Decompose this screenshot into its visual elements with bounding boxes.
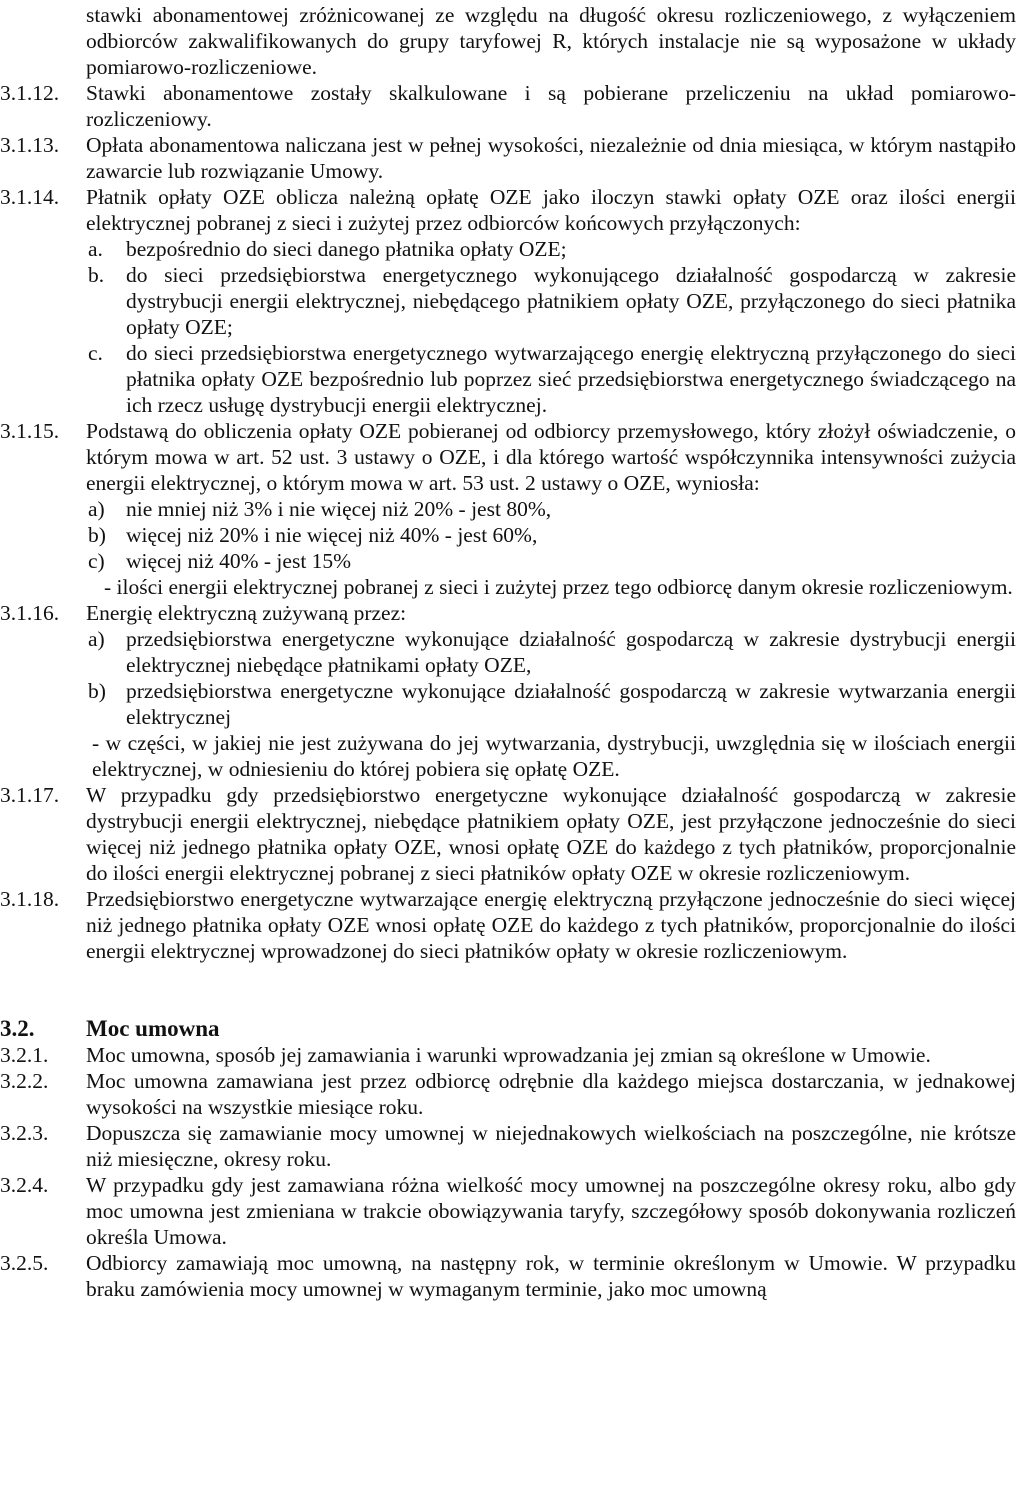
section-number: 3.2.5. [0, 1251, 49, 1275]
section-number: 3.2.1. [0, 1043, 49, 1067]
section-3-2-4 [0, 1172, 1016, 1250]
section-number: 3.1.14. [0, 185, 60, 209]
list-item [86, 262, 1016, 340]
list-item [86, 236, 1016, 262]
section-3-1-15 [0, 418, 1016, 600]
section-text: W przypadku gdy przedsiębiorstwo energetyczne wykonujące działalność gospodarczą w zakresie dystrybucji energii elektrycznej, niebędące płatnikiem opłaty OZE, jest przyłączone jednocześnie do sieci więcej niż jednego płatnika opłaty OZE, wnosi opłatę OZE do każdego z tych płatników, proporcjonalnie do ilości energii elektrycznej pobranej z sieci płatników opłaty OZE w okresie rozliczeniowym. [86, 783, 1016, 885]
section-number: 3.1.13. [0, 133, 60, 157]
section-3-1-16 [0, 600, 1016, 782]
list-text: więcej niż 40% - jest 15% [126, 549, 352, 573]
list-text: bezpośrednio do sieci danego płatnika opłaty OZE; [126, 237, 567, 261]
section-number: 3.2.4. [0, 1173, 49, 1197]
list-marker: b) [88, 523, 106, 547]
section-text: Opłata abonamentowa naliczana jest w pełnej wysokości, niezależnie od dnia miesiąca, w którym nastąpiło zawarcie lub rozwiązanie Umowy. [86, 133, 1016, 183]
list-marker: a) [88, 627, 105, 651]
list-text: więcej niż 20% i nie więcej niż 40% - jest 60%, [126, 523, 538, 547]
list-item [86, 340, 1016, 418]
dash-paragraph: - ilości energii elektrycznej pobranej z sieci i zużytej przez tego odbiorcę danym okresie rozliczeniowym. [104, 575, 1013, 599]
section-3-2-1 [0, 1042, 1016, 1068]
section-3-1-12 [0, 80, 1016, 132]
section-text: Moc umowna zamawiana jest przez odbiorcę odrębnie dla każdego miejsca dostarczania, w jednakowej wysokości na wszystkie miesiące roku. [86, 1069, 1016, 1119]
section-text: Energię elektryczną zużywaną przez: [86, 601, 407, 625]
list-marker: b) [88, 679, 106, 703]
section-heading-3-2 [0, 1016, 1016, 1042]
list-marker: c. [88, 341, 103, 365]
dash-paragraph: - w części, w jakiej nie jest zużywana do jej wytwarzania, dystrybucji, uwzględnia się w ilościach energii elektrycznej, w odniesieniu do której pobiera się opłatę OZE. [92, 731, 1016, 781]
list-item [86, 496, 1016, 522]
list-marker: a. [88, 237, 103, 261]
section-3-1-14 [0, 184, 1016, 418]
list-item [86, 678, 1016, 730]
section-3-1-13 [0, 132, 1016, 184]
section-number: 3.2. [0, 1016, 35, 1041]
section-text: W przypadku gdy jest zamawiana różna wielkość mocy umownej na poszczególne okresy roku, albo gdy moc umowna jest zmieniana w trakcie obowiązywania taryfy, szczegółowy sposób dokonywania rozliczeń określa Umowa. [86, 1173, 1016, 1249]
list-marker: a) [88, 497, 105, 521]
section-text: Moc umowna, sposób jej zamawiania i warunki wprowadzania jej zmian są określone w Umowie. [86, 1043, 931, 1067]
section-number: 3.2.3. [0, 1121, 49, 1145]
section-text: Płatnik opłaty OZE oblicza należną opłatę OZE jako iloczyn stawki opłaty OZE oraz ilości energii elektrycznej pobranej z sieci i zużytej przez odbiorców końcowych przyłączonych: [86, 185, 1016, 235]
section-number: 3.1.18. [0, 887, 60, 911]
list-text: przedsiębiorstwa energetyczne wykonujące działalność gospodarczą w zakresie dystrybucji energii elektrycznej niebędące płatnikami opłaty OZE, [126, 627, 1016, 677]
section-text: Odbiorcy zamawiają moc umowną, na następny rok, w terminie określonym w Umowie. W przypadku braku zamówienia mocy umownej w wymaganym terminie, jako moc umowną [86, 1251, 1016, 1301]
list-item [86, 626, 1016, 678]
section-text: Stawki abonamentowe zostały skalkulowane i są pobierane przeliczeniu na układ pomiarowo-rozliczeniowy. [86, 81, 1016, 131]
list-marker: c) [88, 549, 105, 573]
section-number: 3.1.16. [0, 601, 60, 625]
section-text: Dopuszcza się zamawianie mocy umownej w niejednakowych wielkościach na poszczególne, nie krótsze niż miesięczne, okresy roku. [86, 1121, 1016, 1171]
section-number: 3.2.2. [0, 1069, 49, 1093]
section-text: Przedsiębiorstwo energetyczne wytwarzające energię elektryczną przyłączone jednocześnie do sieci więcej niż jednego płatnika opłaty OZE wnosi opłatę OZE do każdego z tych płatników, proporcjonalnie do ilości energii elektrycznej wprowadzonej do sieci płatników opłaty w okresie rozliczeniowym. [86, 887, 1016, 963]
section-number: 3.1.17. [0, 783, 60, 807]
section-3-1-18 [0, 886, 1016, 964]
list-text: nie mniej niż 3% i nie więcej niż 20% - jest 80%, [126, 497, 552, 521]
list-text: przedsiębiorstwa energetyczne wykonujące działalność gospodarczą w zakresie wytwarzania energii elektrycznej [126, 679, 1016, 729]
list-text: do sieci przedsiębiorstwa energetycznego wykonującego działalność gospodarczą w zakresie dystrybucji energii elektrycznej, niebędącego płatnikiem opłaty OZE, przyłączonego do sieci płatnika opłaty OZE; [126, 263, 1016, 339]
list-text: do sieci przedsiębiorstwa energetycznego wytwarzającego energię elektryczną przyłączonego do sieci płatnika opłaty OZE bezpośrednio lub poprzez sieć przedsiębiorstwa energetycznego świadczącego na ich rzecz usługę dystrybucji energii elektrycznej. [126, 341, 1016, 417]
section-number: 3.1.12. [0, 81, 60, 105]
list-item [86, 522, 1016, 548]
section-3-2-3 [0, 1120, 1016, 1172]
section-title: Moc umowna [86, 1016, 220, 1041]
section-3-1-17 [0, 782, 1016, 886]
list-marker: b. [88, 263, 105, 287]
intro-paragraph: stawki abonamentowej zróżnicowanej ze względu na długość okresu rozliczeniowego, z wyłączeniem odbiorców zakwalifikowanych do grupy taryfowej R, których instalacje nie są wyposażone w układy pomiarowo-rozliczeniowe. [86, 3, 1016, 79]
section-3-2-2 [0, 1068, 1016, 1120]
section-3-2-5 [0, 1250, 1016, 1302]
section-number: 3.1.15. [0, 419, 60, 443]
list-item [86, 548, 1016, 574]
section-text: Podstawą do obliczenia opłaty OZE pobieranej od odbiorcy przemysłowego, który złożył oświadczenie, o którym mowa w art. 52 ust. 3 ustawy o OZE, i dla którego wartość współczynnika intensywności zużycia energii elektrycznej, o którym mowa w art. 53 ust. 2 ustawy o OZE, wyniosła: [86, 419, 1016, 495]
